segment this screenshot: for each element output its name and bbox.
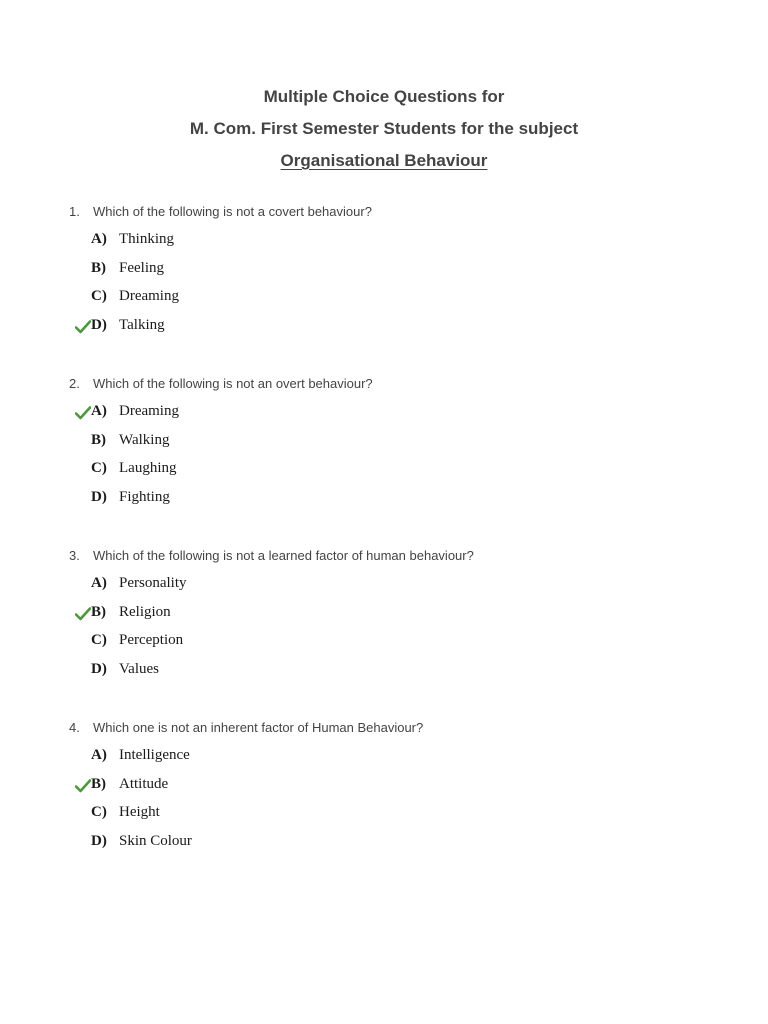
question-number: 1.	[69, 204, 80, 219]
subject-title: Organisational Behaviour	[280, 151, 488, 170]
question-number: 2.	[69, 376, 80, 391]
check-icon	[75, 607, 91, 621]
option-text: Dreaming	[119, 288, 179, 305]
question-text: Which one is not an inherent factor of Human Behaviour?	[93, 720, 424, 735]
option-letter: B)	[91, 775, 106, 792]
option-a	[69, 746, 729, 775]
option-text: Dreaming	[119, 403, 179, 419]
option-text: Laughing	[119, 460, 177, 477]
option-c	[69, 459, 729, 488]
option-d	[69, 316, 729, 345]
check-icon	[75, 779, 91, 793]
option-d	[69, 488, 729, 517]
check-icon	[75, 406, 91, 420]
option-text: Fighting	[119, 488, 170, 505]
question-stem	[69, 548, 729, 564]
option-text: Perception	[119, 632, 184, 649]
question-3	[69, 548, 729, 688]
option-letter: C)	[91, 288, 107, 305]
option-letter: C)	[91, 460, 107, 477]
option-letter: D)	[91, 832, 107, 849]
option-list	[69, 402, 729, 516]
option-a	[69, 402, 729, 431]
option-text: Talking	[119, 316, 165, 333]
option-letter: C)	[91, 804, 107, 821]
option-a	[69, 230, 729, 259]
document-subtitle: M. Com. First Semester Students for the subject	[189, 119, 579, 138]
option-c	[69, 287, 729, 316]
option-text: Walking	[119, 431, 170, 448]
option-d	[69, 660, 729, 689]
option-text: Values	[119, 660, 159, 677]
check-icon	[75, 320, 91, 334]
option-letter: D)	[91, 488, 107, 505]
question-text: Which of the following is not an overt behaviour?	[93, 376, 373, 391]
option-list	[69, 230, 729, 344]
option-text: Feeling	[119, 259, 164, 276]
option-letter: D)	[91, 316, 107, 333]
option-letter: B)	[91, 431, 106, 448]
option-letter: B)	[91, 259, 106, 276]
question-number: 4.	[69, 720, 80, 735]
option-list	[69, 574, 729, 688]
option-text: Personality	[119, 575, 187, 591]
option-letter: D)	[91, 660, 107, 677]
option-letter: C)	[91, 632, 107, 649]
option-letter: A)	[91, 747, 107, 763]
option-d	[69, 832, 729, 861]
question-stem	[69, 204, 729, 220]
question-1	[69, 204, 729, 344]
option-letter: A)	[91, 231, 107, 247]
option-list	[69, 746, 729, 860]
option-text: Religion	[119, 603, 171, 620]
question-2	[69, 376, 729, 516]
option-b	[69, 259, 729, 288]
option-letter: B)	[91, 603, 106, 620]
question-4	[69, 720, 729, 860]
option-b	[69, 431, 729, 460]
question-text: Which of the following is not a learned factor of human behaviour?	[93, 548, 474, 563]
option-letter: A)	[91, 575, 107, 591]
option-b	[69, 775, 729, 804]
option-text: Skin Colour	[119, 832, 192, 849]
option-text: Height	[119, 804, 160, 821]
option-text: Intelligence	[119, 747, 190, 763]
document-title: Multiple Choice Questions for	[263, 87, 505, 106]
option-b	[69, 603, 729, 632]
question-text: Which of the following is not a covert behaviour?	[93, 204, 372, 219]
question-stem	[69, 376, 729, 392]
option-c	[69, 631, 729, 660]
question-stem	[69, 720, 729, 736]
option-text: Thinking	[119, 231, 174, 247]
question-number: 3.	[69, 548, 80, 563]
option-c	[69, 803, 729, 832]
option-letter: A)	[91, 403, 107, 419]
option-text: Attitude	[119, 775, 169, 792]
option-a	[69, 574, 729, 603]
